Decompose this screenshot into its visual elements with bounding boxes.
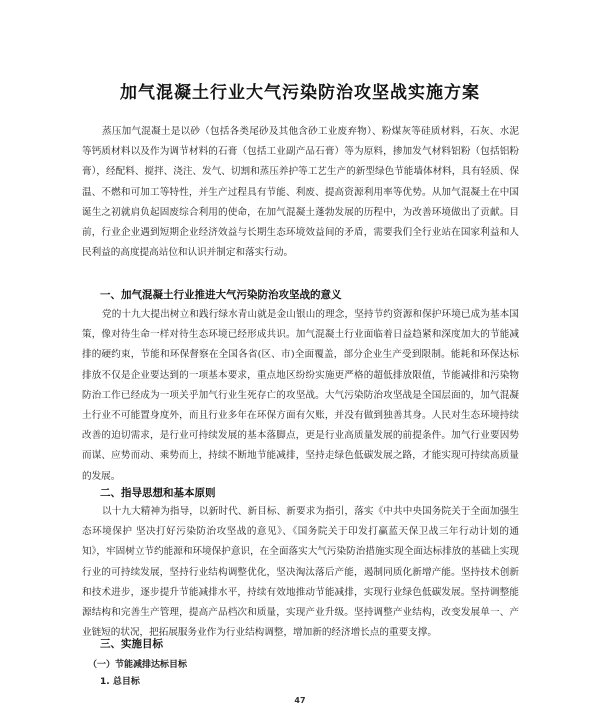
page-title: 加气混凝土行业大气污染防治攻坚战实施方案: [120, 83, 480, 103]
section2-heading: 二、指导思想和基本原则: [100, 487, 216, 499]
subsection-item-heading: 1. 总目标: [100, 677, 140, 687]
section1-paragraph: 党的十九大提出树立和践行绿水青山就是金山银山的理念，坚持节约资源和保护环境已成为基本国策，像对待生命一样对待生态环境已经形成共识。加气混凝土行业面临着日益趋紧和深度加大的节能减排的硬约束，节能和环保督察在全国各省(区、市)全面覆盖，部分企业生产受到限制。能耗和环保达标排放不仅是企业要达到的一项基本要求，重点地区纷纷实施更严格的超低排放限值，节能减排和污染物防治工作已经成为一项关乎加气行业生死存亡的攻坚战。大气污染防治攻坚战是全国层面的，加气混凝土行业不可能置身度外，而且行业多年在环保方面有欠账，并没有做到独善其身。人民对生态环境持续改善的迫切需求，是行业可持续发展的基本落脚点，更是行业高质量发展的前提条件。加气行业要因势而谋、应势而动、乘势而上，持续不断地节能减排，坚持走绿色低碳发展之路，才能实现可持续高质量的发展。: [82, 309, 519, 482]
section2-paragraph: 以十九大精神为指导，以新时代、新目标、新要求为指引，落实《中共中央国务院关于全面加强生态环境保护 坚决打好污染防治攻坚战的意见》、《国务院关于印发打赢蓝天保卫战三年行动计划的通知》，牢固树立节约能源和环境保护意识，在全面落实大气污染防治措施实现全面达标排放的基础上实现行业的可持续发展，坚持行业结构调整优化，坚决淘汰落后产能，遏制同质化新增产能。坚持技术创新和技术进步，逐步提升节能减排水平，持续有效地推动节能减排，实现行业绿色低碳发展。坚持调整能源结构和完善生产管理，提高产品档次和质量，实现产业升级。坚持调整产业结构，改变发展单一、产业链短的状况，把拓展服务业作为行业结构调整，增加新的经济增长点的重要支撑。: [82, 506, 519, 639]
section1-heading: 一、加气混凝土行业推进大气污染防治攻坚战的意义: [100, 289, 342, 301]
intro-paragraph: 蒸压加气混凝土是以砂（包括各类尾砂及其他含砂工业废弃物）、粉煤灰等硅质材料，石灰、水泥等钙质材料以及作为调节材料的石膏（包括工业副产品石膏）等为原料，掺加发气材料铝粉（包括铝粉膏），经配料、搅拌、浇注、发气、切割和蒸压养护等工艺生产的新型绿色节能墙体材料，具有轻质、保温、不燃和可加工等特性，并生产过程具有节能、利废、提高资源利用率等优势。从加气混凝土在中国诞生之初就肩负起固废综合利用的使命，在加气混凝土蓬勃发展的历程中，为改善环境做出了贡献。目前，行业企业遇到短期企业经济效益与长期生态环境效益间的矛盾，需要我们全行业站在国家利益和人民利益的高度提高站位和认识并制定和落实行动。: [82, 126, 519, 259]
page-number: 47: [294, 696, 306, 705]
subsection-heading: （一）节能减排达标目标: [88, 660, 188, 670]
section3-heading: 三、实施目标: [100, 638, 163, 650]
